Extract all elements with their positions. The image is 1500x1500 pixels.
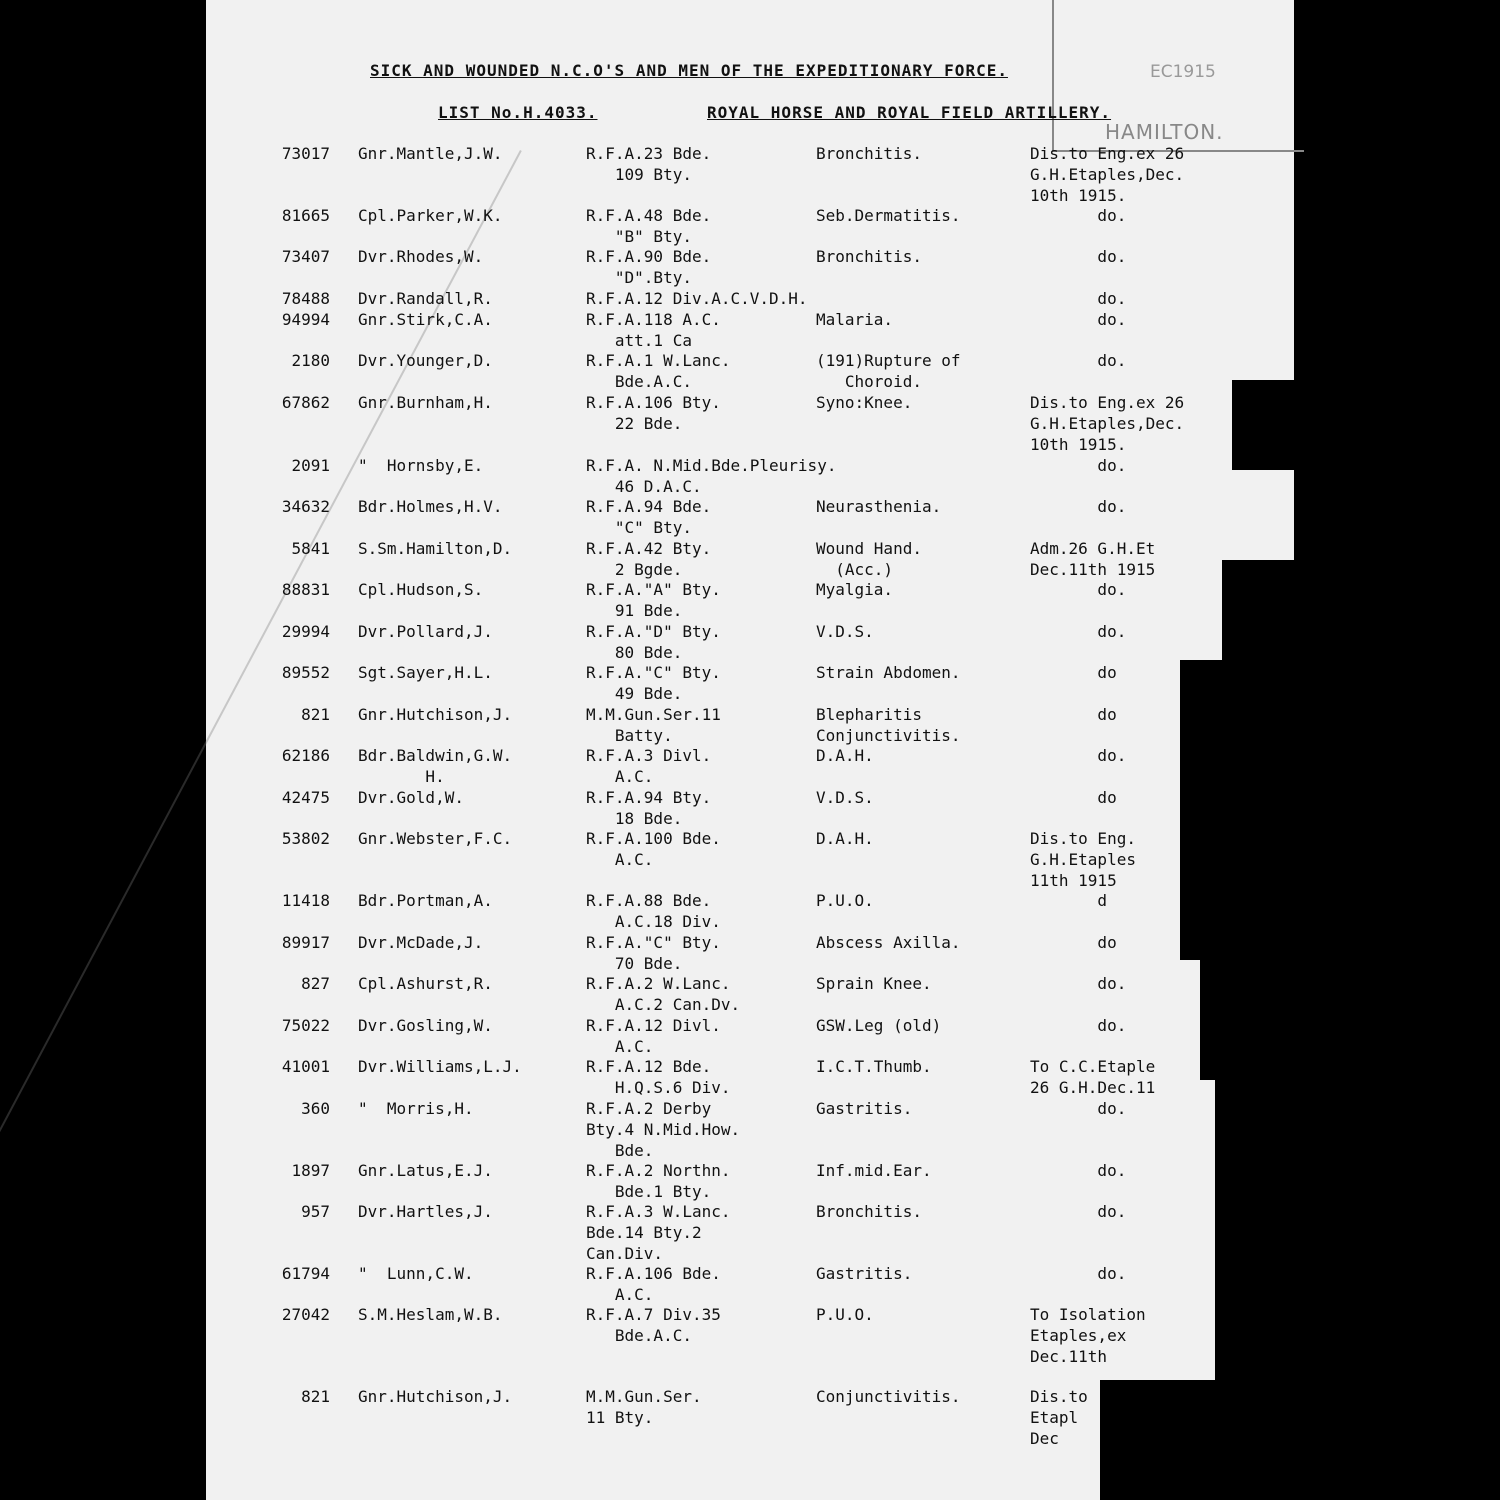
unit: R.F.A."C" Bty. 49 Bde. [586,663,721,703]
soldier-name: Cpl.Ashurst,R. [358,974,493,993]
service-number: 1897 [291,1161,330,1180]
disposition: d [1030,891,1108,910]
service-number: 62186 [281,746,330,765]
service-number: 29994 [281,622,330,641]
torn-edge [1100,1380,1300,1500]
soldier-name: Dvr.Rhodes,W. [358,247,484,266]
soldier-name: Dvr.Pollard,J. [358,622,493,641]
diagnosis: Strain Abdomen. [816,663,961,682]
unit: R.F.A.94 Bde. "C" Bty. [586,497,712,537]
disposition: do. [1030,497,1127,516]
service-number: 957 [301,1202,330,1221]
disposition: do. [1030,206,1127,225]
torn-edge [1232,380,1302,470]
disposition: do [1030,705,1117,724]
disposition: do. [1030,746,1127,765]
stamp-date: EC1915 [1150,62,1216,82]
stamp-name: HAMILTON. [1105,120,1224,144]
disposition: do. [1030,974,1127,993]
service-number: 5841 [291,539,330,558]
soldier-name: Dvr.Hartles,J. [358,1202,493,1221]
list-entry [0,246,1500,288]
soldier-name: Gnr.Hutchison,J. [358,705,513,724]
list-title: ROYAL HORSE AND ROYAL FIELD ARTILLERY. [707,103,1112,122]
diagnosis: Inf.mid.Ear. [816,1161,932,1180]
diagnosis: Wound Hand. (Acc.) [816,539,922,579]
service-number: 73017 [281,144,330,163]
soldier-name: Sgt.Sayer,H.L. [358,663,493,682]
diagnosis: I.C.T.Thumb. [816,1057,932,1076]
unit: R.F.A.23 Bde. 109 Bty. [586,144,712,184]
disposition: do. [1030,580,1127,599]
soldier-name: Gnr.Mantle,J.W. [358,144,503,163]
diagnosis: V.D.S. [816,622,874,641]
service-number: 81665 [281,206,330,225]
disposition: do [1030,663,1117,682]
soldier-name: Dvr.Younger,D. [358,351,493,370]
unit: R.F.A.3 Divl. A.C. [586,746,712,786]
unit: R.F.A.106 Bty. 22 Bde. [586,393,721,433]
soldier-name: Gnr.Latus,E.J. [358,1161,493,1180]
soldier-name: Gnr.Webster,F.C. [358,829,513,848]
disposition: To Isolation Etaples,ex Dec.11th [1030,1305,1146,1366]
service-number: 41001 [281,1057,330,1076]
list-entry [0,496,1500,538]
diagnosis: Malaria. [816,310,894,329]
list-entry [0,205,1500,247]
soldier-name: Dvr.Williams,L.J. [358,1057,522,1076]
unit: R.F.A.94 Bty. 18 Bde. [586,788,712,828]
unit: R.F.A."A" Bty. 91 Bde. [586,580,721,620]
disposition: do. [1030,1161,1127,1180]
unit: R.F.A.88 Bde. A.C.18 Div. [586,891,721,931]
unit: R.F.A.2 Northn. Bde.1 Bty. [586,1161,731,1201]
unit: R.F.A.12 Bde. H.Q.S.6 Div. [586,1057,731,1097]
diagnosis: Bronchitis. [816,144,922,163]
disposition: Adm.26 G.H.Et Dec.11th 1915 [1030,539,1156,579]
disposition: Dis.to Eng. G.H.Etaples 11th 1915 [1030,829,1136,890]
soldier-name: Dvr.McDade,J. [358,933,484,952]
unit: R.F.A.2 W.Lanc. A.C.2 Can.Dv. [586,974,741,1014]
diagnosis: Myalgia. [816,580,894,599]
diagnosis: P.U.O. [816,891,874,910]
service-number: 53802 [281,829,330,848]
diagnosis: Gastritis. [816,1264,913,1283]
soldier-name: Dvr.Gosling,W. [358,1016,493,1035]
diagnosis: Sprain Knee. [816,974,932,993]
diagnosis: Bronchitis. [816,1202,922,1221]
disposition: do. [1030,622,1127,641]
service-number: 821 [301,705,330,724]
disposition: do. [1030,289,1127,308]
unit: R.F.A.106 Bde. A.C. [586,1264,721,1304]
diagnosis: (191)Rupture of Choroid. [816,351,961,391]
unit: R.F.A."C" Bty. 70 Bde. [586,933,721,973]
service-number: 61794 [281,1264,330,1283]
torn-edge [1200,960,1300,1080]
soldier-name: S.M.Heslam,W.B. [358,1305,503,1324]
soldier-name: Cpl.Hudson,S. [358,580,484,599]
service-number: 89552 [281,663,330,682]
soldier-name: Gnr.Stirk,C.A. [358,310,493,329]
soldier-name: S.Sm.Hamilton,D. [358,539,513,558]
disposition: do. [1030,310,1127,329]
soldier-name: " Hornsby,E. [358,456,484,475]
diagnosis: D.A.H. [816,829,874,848]
service-number: 360 [301,1099,330,1118]
service-number: 821 [301,1387,330,1406]
unit: R.F.A.3 W.Lanc. Bde.14 Bty.2 Can.Div. [586,1202,731,1263]
unit: R.F.A.48 Bde. "B" Bty. [586,206,712,246]
disposition: Dis.to Eng.ex 26 G.H.Etaples,Dec. 10th 1915. [1030,393,1185,454]
service-number: 88831 [281,580,330,599]
service-number: 827 [301,974,330,993]
diagnosis: Gastritis. [816,1099,913,1118]
unit: R.F.A.7 Div.35 Bde.A.C. [586,1305,721,1345]
disposition: do [1030,933,1117,952]
unit: R.F.A.118 A.C. att.1 Ca [586,310,721,350]
unit: R.F.A. N.Mid.Bde.Pleurisy. 46 D.A.C. [586,456,837,496]
soldier-name: Bdr.Holmes,H.V. [358,497,503,516]
disposition: To C.C.Etaple 26 G.H.Dec.11 [1030,1057,1156,1097]
disposition: Dis.to Eng.ex 26 G.H.Etaples,Dec. 10th 1915. [1030,144,1185,205]
disposition: do. [1030,351,1127,370]
unit: R.F.A.42 Bty. 2 Bgde. [586,539,712,579]
soldier-name: Gnr.Burnham,H. [358,393,493,412]
soldier-name: Gnr.Hutchison,J. [358,1387,513,1406]
list-number: LIST No.H.4033. [438,103,598,122]
list-entry [0,309,1500,351]
diagnosis: V.D.S. [816,788,874,807]
unit: R.F.A.12 Div.A.C.V.D.H. [586,289,808,308]
disposition: do. [1030,247,1127,266]
unit: R.F.A.12 Divl. A.C. [586,1016,721,1056]
list-entry [0,143,1500,205]
diagnosis: Abscess Axilla. [816,933,961,952]
diagnosis: Conjunctivitis. [816,1387,961,1406]
disposition: do. [1030,456,1127,475]
disposition: do. [1030,1099,1127,1118]
service-number: 34632 [281,497,330,516]
service-number: 78488 [281,289,330,308]
unit: M.M.Gun.Ser. 11 Bty. [586,1387,702,1427]
torn-edge [1180,660,1300,960]
diagnosis: Neurasthenia. [816,497,942,516]
diagnosis: D.A.H. [816,746,874,765]
service-number: 73407 [281,247,330,266]
soldier-name: " Lunn,C.W. [358,1264,474,1283]
soldier-name: Bdr.Baldwin,G.W. H. [358,746,513,786]
disposition: do. [1030,1264,1127,1283]
soldier-name: Dvr.Gold,W. [358,788,464,807]
service-number: 89917 [281,933,330,952]
unit: R.F.A.2 Derby Bty.4 N.Mid.How. Bde. [586,1099,741,1160]
disposition: do [1030,788,1117,807]
document-title: SICK AND WOUNDED N.C.O'S AND MEN OF THE EXPEDITIONARY FORCE. [370,61,1008,80]
diagnosis: Bronchitis. [816,247,922,266]
unit: M.M.Gun.Ser.11 Batty. [586,705,721,745]
disposition: Dis.to Etapl Dec [1030,1387,1088,1448]
diagnosis: Seb.Dermatitis. [816,206,961,225]
soldier-name: " Morris,H. [358,1099,474,1118]
unit: R.F.A.1 W.Lanc. Bde.A.C. [586,351,731,391]
disposition: do. [1030,1016,1127,1035]
soldier-name: Cpl.Parker,W.K. [358,206,503,225]
unit: R.F.A.90 Bde. "D".Bty. [586,247,712,287]
disposition: do. [1030,1202,1127,1221]
service-number: 2091 [291,456,330,475]
diagnosis: Blepharitis Conjunctivitis. [816,705,961,745]
diagnosis: P.U.O. [816,1305,874,1324]
service-number: 11418 [281,891,330,910]
service-number: 27042 [281,1305,330,1324]
diagnosis: GSW.Leg (old) [816,1016,942,1035]
service-number: 94994 [281,310,330,329]
soldier-name: Bdr.Portman,A. [358,891,493,910]
service-number: 75022 [281,1016,330,1035]
soldier-name: Dvr.Randall,R. [358,289,493,308]
unit: R.F.A.100 Bde. A.C. [586,829,721,869]
diagnosis: Syno:Knee. [816,393,913,412]
service-number: 67862 [281,393,330,412]
service-number: 42475 [281,788,330,807]
unit: R.F.A."D" Bty. 80 Bde. [586,622,721,662]
service-number: 2180 [291,351,330,370]
